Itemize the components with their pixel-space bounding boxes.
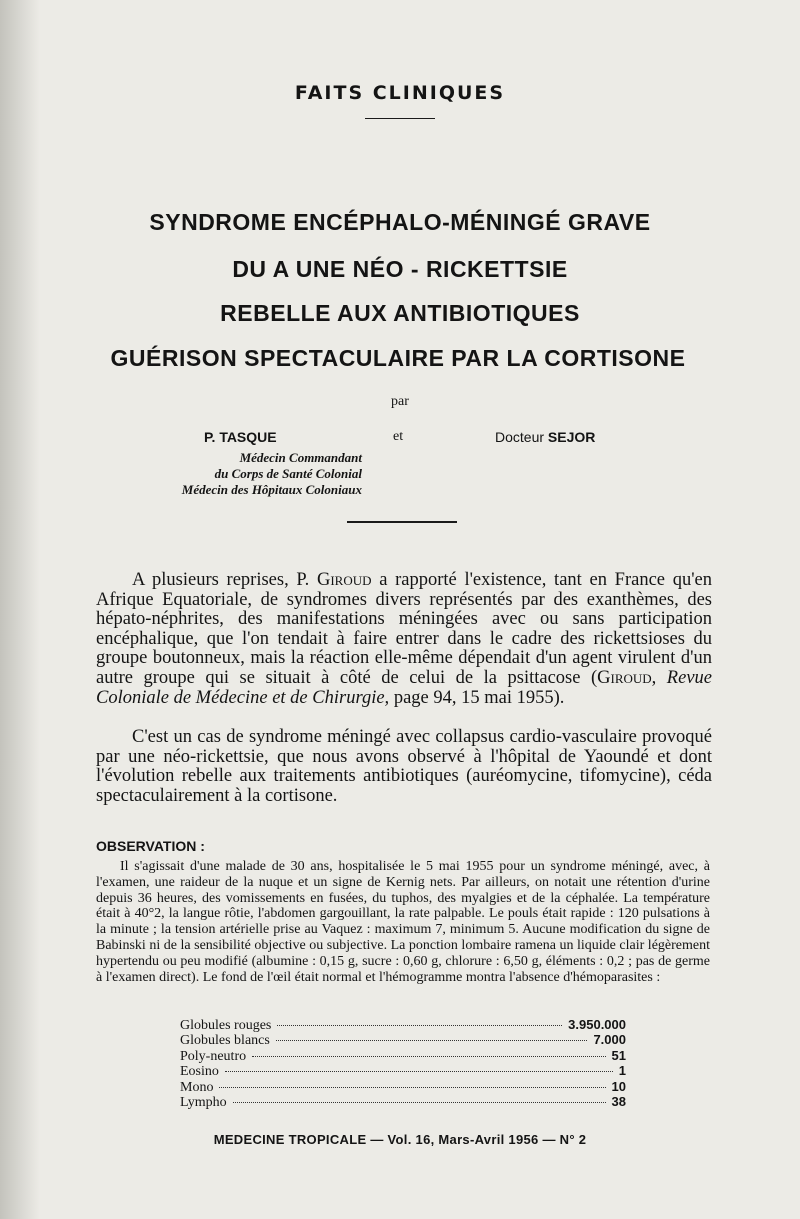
leader-dots bbox=[276, 1040, 588, 1041]
blood-row bbox=[180, 1079, 626, 1094]
intro-p1-a: A plusieurs reprises, P. bbox=[132, 570, 317, 590]
blood-label: Globules rouges bbox=[180, 1018, 272, 1033]
author-2 bbox=[495, 429, 595, 445]
affiliation-line-3: Médecin des Hôpitaux Coloniaux bbox=[181, 482, 362, 497]
intro-paragraph-1 bbox=[96, 571, 712, 708]
blood-label: Mono bbox=[180, 1079, 214, 1095]
affiliation-line-1: Médecin Commandant bbox=[239, 450, 362, 465]
observation-text: Il s'agissait d'une malade de 30 ans, hospitalisée le 5 mai 1955 pour un syndrome méningé, avec, à l'examen, une raideur de la nuque et un signe de Kernig nets. Par ailleurs, on notait une rétention d'urine depuis 36 heures, des vomissements en fusées, du tuphos, des myalgies et de la céphalée. La température était à 40°2, la langue rôtie, l'abdomen gargouillant, la rate palpable. Le pouls était rapide : 120 pulsations à la minute ; la tension artérielle prise au Vaquez : maximum 7, minimum 5. Aucune modification du signe de Babinski ni de la sensibilité objective ou subjective. La ponction lombaire ramena un liquide clair légèrement hypertendu ou peu modifié (albumine : 0,15 g, sucre : 0,60 g, chlorure : 6,50 g, éléments : 0,2 ; pas de germe à l'examen direct). Le fond de l'œil était normal et l'hémogramme montra l'absence d'hémoparasites : bbox=[96, 859, 710, 985]
title-line-3: REBELLE AUX ANTIBIOTIQUES bbox=[220, 300, 580, 326]
author-2-prefix: Docteur bbox=[495, 429, 545, 445]
blood-label: Eosino bbox=[180, 1064, 219, 1080]
blood-row bbox=[180, 1063, 626, 1078]
byline-rule bbox=[347, 521, 457, 523]
section-label: FAITS CLINIQUES bbox=[294, 82, 506, 104]
leader-dots bbox=[252, 1056, 605, 1057]
blood-count-list bbox=[180, 1017, 626, 1109]
blood-value: 38 bbox=[611, 1093, 626, 1109]
page-edge-shadow bbox=[0, 0, 40, 1219]
leader-dots bbox=[219, 1087, 605, 1088]
title-line-4: GUÉRISON SPECTACULAIRE PAR LA CORTISONE bbox=[110, 345, 686, 371]
intro-paragraph-2: C'est un cas de syndrome méningé avec collapsus cardio-vasculaire provoqué par une néo-rickettsie, que nous avons observé à l'hôpital de Yaoundé et dont l'évolution rebelle aux traitements antibiotiques (auréomycine, tifomycine), céda spectaculairement à la cortisone. bbox=[96, 727, 712, 806]
leader-dots bbox=[277, 1025, 562, 1026]
intro-p1-journal: Revue Coloniale de Médecine et de Chirurgie, bbox=[96, 667, 712, 708]
section-rule bbox=[365, 118, 435, 119]
blood-value: 10 bbox=[611, 1078, 626, 1094]
leader-dots bbox=[225, 1071, 613, 1072]
blood-value: 1 bbox=[618, 1063, 626, 1079]
title-line-1: SYNDROME ENCÉPHALO-MÉNINGÉ GRAVE bbox=[149, 209, 651, 235]
journal-footer: MEDECINE TROPICALE — Vol. 16, Mars-Avril 1956 — N° 2 bbox=[213, 1132, 587, 1147]
blood-row bbox=[180, 1094, 626, 1109]
intro-p1-giroud-2: Giroud, bbox=[597, 667, 657, 688]
blood-row bbox=[180, 1048, 626, 1063]
intro-p1-b: a rapporté l'existence, tant en France qu'en Afrique Equatoriale, de syndromes divers représentés par des exanthèmes, des hépato-néphrites, des manifestations méningées avec ou sans participation encéphalique, que l'on tendait à faire entrer dans le cadre des rickettsioses du groupe boutonneux, mais la réaction elle-même dépendait d'un agent virulent d'un autre groupe qui se situait à côté de celui de la psittacose ( bbox=[96, 570, 712, 688]
blood-row bbox=[180, 1032, 626, 1047]
leader-dots bbox=[233, 1102, 606, 1103]
author-2-name: SEJOR bbox=[547, 429, 596, 445]
observation-heading: OBSERVATION : bbox=[96, 838, 205, 854]
intro-p1-giroud: Giroud bbox=[316, 570, 372, 590]
blood-label: Poly-neutro bbox=[180, 1048, 247, 1064]
byline-et: et bbox=[393, 429, 404, 444]
blood-value: 3.950.000 bbox=[568, 1017, 626, 1032]
blood-value: 7.000 bbox=[593, 1032, 626, 1048]
blood-label: Lympho bbox=[180, 1094, 227, 1110]
intro-p1-c: page 94, 15 mai 1955). bbox=[389, 687, 565, 708]
byline-par: par bbox=[391, 394, 409, 409]
blood-value: 51 bbox=[611, 1047, 626, 1063]
blood-label: Globules blancs bbox=[180, 1033, 270, 1049]
blood-row bbox=[180, 1017, 626, 1032]
affiliation-line-2: du Corps de Santé Colonial bbox=[214, 466, 362, 481]
title-line-2: DU A UNE NÉO - RICKETTSIE bbox=[232, 256, 568, 282]
author-1: P. TASQUE bbox=[204, 429, 277, 445]
